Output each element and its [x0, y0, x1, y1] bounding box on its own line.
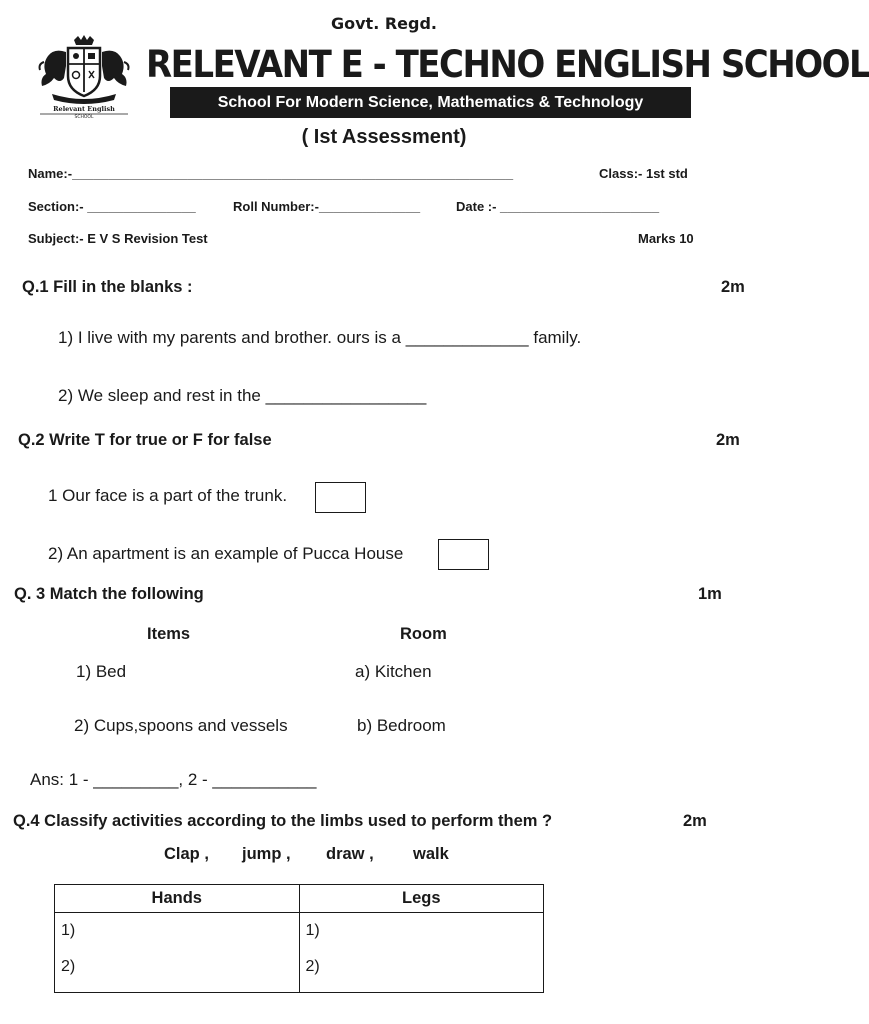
q3-right-item-2: b) Bedroom [357, 716, 446, 735]
q2-item-2: 2) An apartment is an example of Pucca House [48, 544, 404, 563]
subject-label: Subject:- E V S Revision Test [28, 231, 208, 246]
q3-left-item-2: 2) Cups,spoons and vessels [74, 716, 288, 735]
q4-word-draw: draw , [326, 845, 374, 863]
govt-registered-label: Govt. Regd. [330, 14, 437, 33]
school-logo [34, 34, 134, 118]
date-field[interactable]: Date :- ______________________ [456, 199, 660, 214]
total-marks-label: Marks 10 [638, 231, 694, 246]
school-tagline: School For Modern Science, Mathematics & Technology [170, 87, 691, 118]
q1-title: Q.1 Fill in the blanks : [22, 278, 193, 296]
legs-row-1: 1) [305, 922, 320, 939]
q3-items-header: Items [147, 625, 191, 643]
q3-marks: 1m [698, 585, 722, 603]
school-name: RELEVANT E - TECHNO ENGLISH SCHOOL [146, 43, 869, 87]
roll-number-field[interactable]: Roll Number:-______________ [233, 199, 421, 214]
class-field: Class:- 1st std [599, 166, 688, 181]
q4-word-clap: Clap , [164, 845, 209, 863]
logo-text-line2: SCHOOL [74, 115, 94, 120]
q1-item-1[interactable]: 1) I live with my parents and brother. ours is a _____________ family. [58, 328, 582, 347]
section-field[interactable]: Section:- _______________ [28, 199, 196, 214]
q4-title: Q.4 Classify activities according to the limbs used to perform them ? [13, 812, 553, 830]
q3-title: Q. 3 Match the following [14, 585, 204, 603]
legs-row-2: 2) [305, 958, 320, 975]
q3-left-item-1: 1) Bed [76, 662, 127, 681]
q2-answer-box-1[interactable] [315, 482, 366, 513]
q3-right-item-1: a) Kitchen [355, 662, 432, 681]
logo-text-line1: Relevant English [53, 105, 115, 113]
q2-item-1: 1 Our face is a part of the trunk. [48, 486, 288, 505]
q2-marks: 2m [716, 431, 740, 449]
q4-marks: 2m [683, 812, 707, 830]
q1-marks: 2m [721, 278, 745, 296]
assessment-title: ( Ist Assessment) [301, 126, 467, 148]
q4-word-jump: jump , [242, 845, 291, 863]
q4-word-walk: walk [413, 845, 449, 863]
hands-row-1: 1) [61, 922, 76, 939]
q3-answer-line[interactable]: Ans: 1 - _________, 2 - ___________ [30, 770, 317, 789]
legs-answer-cell[interactable] [299, 913, 544, 993]
q2-answer-box-2[interactable] [438, 539, 489, 570]
name-field[interactable]: Name:-_____________________________________________________________ [28, 166, 514, 181]
classification-table [54, 884, 544, 993]
hands-row-2: 2) [61, 958, 76, 975]
hands-answer-cell[interactable] [55, 913, 300, 993]
legs-column-header: Legs [299, 885, 544, 913]
hands-column-header: Hands [55, 885, 300, 913]
q1-item-2[interactable]: 2) We sleep and rest in the _________________ [58, 386, 427, 405]
q3-room-header: Room [400, 625, 447, 643]
q2-title: Q.2 Write T for true or F for false [18, 431, 272, 449]
